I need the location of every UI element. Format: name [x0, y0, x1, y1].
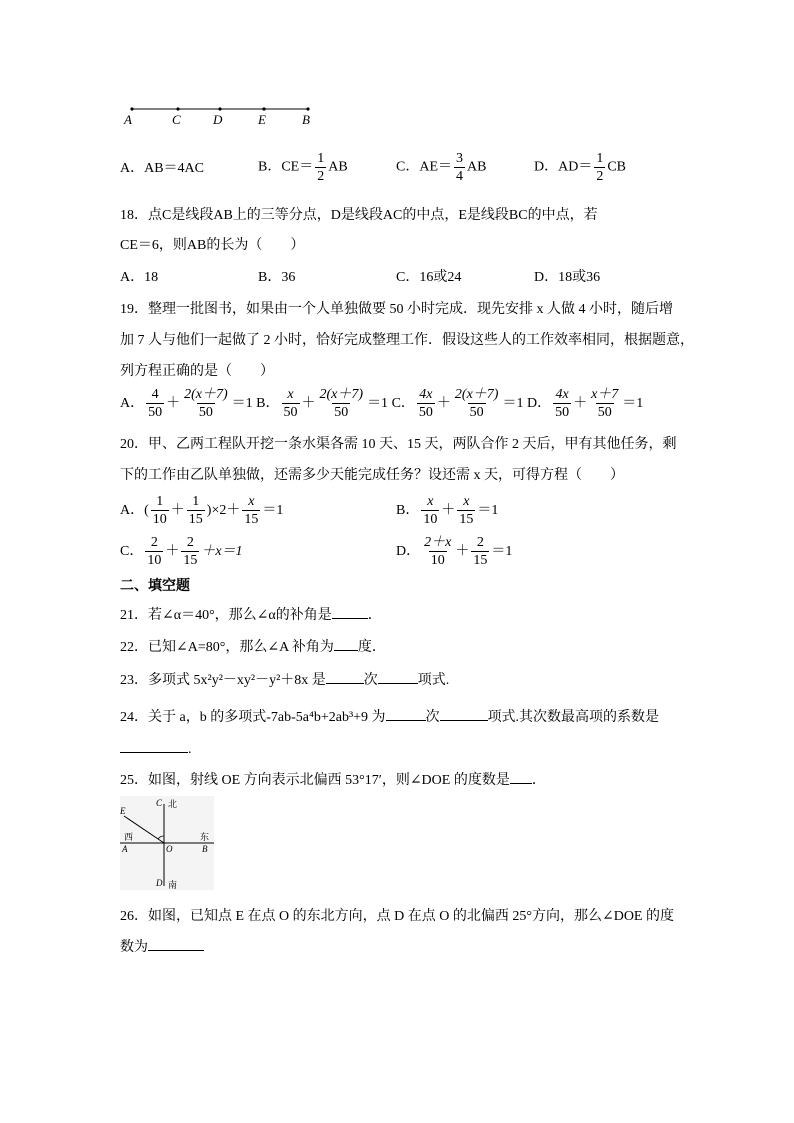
q24-degree-blank[interactable]: [386, 706, 426, 721]
q18-option-c: C．16或24: [396, 270, 462, 285]
q17-option-d: D．AD＝ $\frac{1}{2}$ CB: [534, 151, 627, 184]
compass-north: 北: [168, 800, 178, 810]
compass-east: 东: [200, 833, 210, 843]
q22: 22．已知∠A=80°，那么∠A 补角为 度．: [120, 636, 386, 658]
q26-answer-blank[interactable]: [148, 936, 204, 951]
compass-label-e: E: [120, 806, 126, 816]
q24-coefficient-blank[interactable]: [120, 738, 188, 753]
q20-option-b: B． $\frac{x}{10}$ ＋ $\frac{x}{15}$ ＝1: [396, 494, 499, 528]
q23: 23．多项式 5x²y²－xy²－y²＋8x 是 次 项式.: [120, 669, 449, 691]
q19-options: A． $\frac{4}{50}$ ＋ $\frac{2(x+7)}{50}$ ＝1 B． $\frac{x}{50}$ ＋ $\frac{2(x+7)}{50}$ ＝1 C． $\frac{4x}{50}$ ＋ $\frac{2(x+7)}{50}$ ＝1 D． $\frac{4x}{50}$ ＋ $\frac{x+7}{50}$ ＝1: [120, 387, 644, 421]
q24-line2: .: [120, 738, 192, 760]
q18-option-a: A．18: [120, 270, 159, 285]
q20-stem-line1: 20．甲、乙两工程队开挖一条水渠各需 10 天、15 天，两队合作 2 天后，甲有其他任务，剩: [120, 437, 677, 452]
compass-label-o: O: [166, 844, 173, 854]
q25: 25．如图，射线 OE 方向表示北偏西 53°17′，则∠DOE 的度数是 ．: [120, 769, 546, 791]
q20-option-c: C． $\frac{2}{10}$ ＋ $\frac{2}{15}$ ＋x＝1: [120, 535, 243, 569]
section-title: 二、填空题: [120, 578, 190, 594]
q17-option-b: B．CE＝ $\frac{1}{2}$ AB: [258, 151, 348, 184]
point-label-e: E: [258, 112, 266, 127]
q22-answer-blank[interactable]: [334, 636, 358, 651]
compass-west: 西: [124, 833, 134, 843]
point-label-d: D: [213, 112, 223, 127]
q17-option-c: C．AE＝ $\frac{3}{4}$ AB: [396, 151, 487, 184]
compass-label-d: D: [156, 878, 163, 888]
q18-option-d: D．18或36: [534, 270, 601, 285]
q19-stem-line1: 19．整理一批图书，如果由一个人单独做要 50 小时完成．现先安排 x 人做 4 小时，随后增: [120, 302, 673, 317]
point-label-c: C: [172, 112, 181, 127]
q20-stem-line2: 下的工作由乙队单独做，还需多少天能完成任务？设还需 x 天，可得方程（ ）: [120, 468, 624, 483]
q19-stem-line2: 加 7 人与他们一起做了 2 小时，恰好完成整理工作．假设这些人的工作效率相同，根据题意，: [120, 333, 694, 348]
point-label-a: A: [124, 112, 132, 127]
q19-stem-line3: 列方程正确的是（ ）: [120, 364, 274, 379]
compass-figure: [120, 796, 214, 890]
q23-degree-blank[interactable]: [326, 669, 364, 684]
q18-stem-line2: CE＝6，则AB的长为（ ）: [120, 238, 305, 253]
q26-line2: 数为: [120, 936, 204, 958]
q21-answer-blank[interactable]: [332, 604, 368, 619]
q20-option-a: A．( $\frac{1}{10}$ ＋ $\frac{1}{15}$ )×2＋ $\frac{x}{15}$ ＝1: [120, 494, 284, 528]
q17-option-a: A．AB＝4AC: [120, 161, 205, 176]
compass-label-a: A: [122, 844, 128, 854]
q26-line1: 26．如图，已知点 E 在点 O 的东北方向，点 D 在点 O 的北偏西 25°方向，那么∠DOE 的度: [120, 909, 674, 924]
q18-option-b: B．36: [258, 270, 296, 285]
compass-label-b: B: [202, 844, 208, 854]
q24: 24．关于 a，b 的多项式-7ab-5a⁴b+2ab³+9 为 次 项式.其次数最高项的系数是: [120, 706, 659, 728]
q25-answer-blank[interactable]: [510, 769, 532, 784]
q21: 21．若∠α＝40°，那么∠α的补角是 ．: [120, 604, 382, 626]
q18-stem-line1: 18．点C是线段AB上的三等分点，D是线段AC的中点，E是线段BC的中点，若: [120, 208, 598, 223]
q23-terms-blank[interactable]: [378, 669, 418, 684]
compass-south: 南: [168, 881, 178, 891]
point-label-b: B: [302, 112, 310, 127]
compass-label-c: C: [156, 798, 163, 808]
q20-option-d: D． $\frac{2+x}{10}$ ＋ $\frac{2}{15}$ ＝1: [396, 535, 513, 569]
q24-terms-blank[interactable]: [440, 706, 488, 721]
